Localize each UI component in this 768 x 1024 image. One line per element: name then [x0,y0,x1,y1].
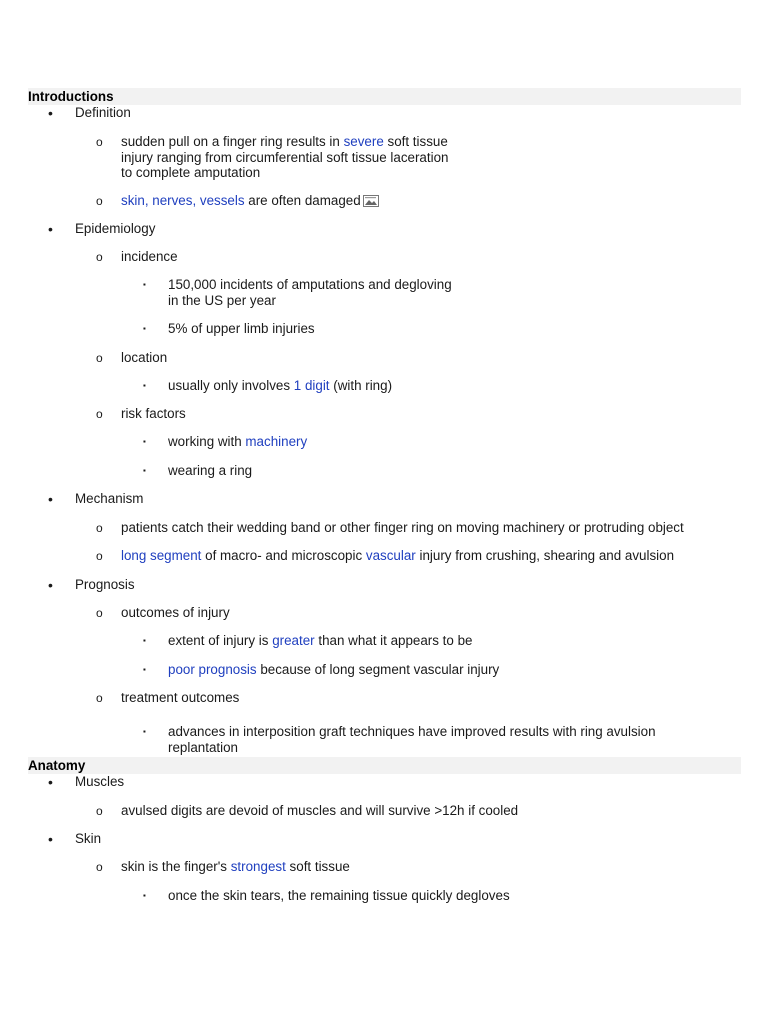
link-vascular[interactable]: vascular [365,548,416,563]
muscles-item-1: avulsed digits are devoid of muscles and will survive >12h if cooled [121,803,519,818]
text: skin is the finger's [121,859,231,874]
list-item-muscles: Muscles [75,774,125,789]
square-bullet-marker: ▪ [143,891,146,900]
square-bullet-marker: ▪ [143,636,146,645]
text: sudden pull on a finger ring results in [121,134,344,149]
sub-bullet-marker: o [96,804,103,818]
text: (with ring) [329,378,393,393]
epidemiology-risk-factors: risk factors [121,406,186,421]
text: because of long segment vascular injury [256,662,500,677]
sub-bullet-marker: o [96,691,103,705]
text: soft tissue [285,859,350,874]
incidence-item-1-line-2: in the US per year [168,293,276,308]
prognosis-treatment-outcomes: treatment outcomes [121,690,240,705]
definition-item-1-line-2: injury ranging from circumferential soft tissue laceration [121,150,449,165]
treatment-item-1-line-2: replantation [168,740,238,755]
mechanism-item-2 [121,548,674,564]
bullet-marker: • [48,577,53,593]
incidence-item-2: 5% of upper limb injuries [168,321,315,336]
sub-bullet-marker: o [96,407,103,421]
bullet-marker: • [48,774,53,790]
square-bullet-marker: ▪ [143,665,146,674]
section-heading-introductions: Introductions [28,88,741,105]
link-poor-prognosis[interactable]: poor prognosis [168,662,257,677]
link-long-segment[interactable]: long segment [121,548,202,563]
bullet-marker: • [48,831,53,847]
bullet-marker: • [48,221,53,237]
sub-bullet-marker: o [96,194,103,208]
list-item-mechanism: Mechanism [75,491,144,506]
treatment-item-1: advances in interposition graft techniques have improved results with ring avulsion [168,724,656,739]
sub-bullet-marker: o [96,135,103,149]
sub-bullet-marker: o [96,606,103,620]
location-item-1 [168,378,392,394]
text: usually only involves [168,378,294,393]
skin-item-1 [121,859,350,875]
list-item-prognosis: Prognosis [75,577,135,592]
square-bullet-marker: ▪ [143,466,146,475]
text: of macro- and microscopic [201,548,366,563]
sub-bullet-marker: o [96,351,103,365]
definition-item-1 [121,134,448,150]
mechanism-item-1: patients catch their wedding band or other finger ring on moving machinery or protruding object [121,520,684,535]
text: extent of injury is [168,633,273,648]
link-skin-nerves-vessels[interactable]: skin, nerves, vessels [121,193,245,208]
sub-bullet-marker: o [96,521,103,535]
bullet-marker: • [48,491,53,507]
link-1-digit[interactable]: 1 digit [293,378,330,393]
square-bullet-marker: ▪ [143,727,146,736]
list-item-definition: Definition [75,105,131,120]
text: soft tissue [383,134,448,149]
definition-item-2 [121,193,379,211]
outcomes-item-1 [168,633,472,649]
link-machinery[interactable]: machinery [245,434,308,449]
list-item-skin: Skin [75,831,102,846]
text: working with [168,434,246,449]
outcomes-item-2 [168,662,499,678]
text: injury from crushing, shearing and avulsion [415,548,675,563]
sub-bullet-marker: o [96,250,103,264]
bullet-marker: • [48,105,53,121]
prognosis-outcomes: outcomes of injury [121,605,230,620]
list-item-epidemiology: Epidemiology [75,221,156,236]
skin-sub-item-1: once the skin tears, the remaining tissue quickly degloves [168,888,510,903]
link-severe[interactable]: severe [343,134,384,149]
text: are often damaged [244,193,361,208]
incidence-item-1: 150,000 incidents of amputations and degloving [168,277,452,292]
square-bullet-marker: ▪ [143,324,146,333]
text: than what it appears to be [314,633,473,648]
epidemiology-incidence: incidence [121,249,178,264]
section-heading-anatomy: Anatomy [28,757,741,774]
square-bullet-marker: ▪ [143,437,146,446]
square-bullet-marker: ▪ [143,381,146,390]
square-bullet-marker: ▪ [143,280,146,289]
link-greater[interactable]: greater [272,633,315,648]
link-strongest[interactable]: strongest [230,859,286,874]
risk-factors-item-2: wearing a ring [168,463,253,478]
image-icon[interactable] [363,195,379,211]
sub-bullet-marker: o [96,860,103,874]
definition-item-1-line-3: to complete amputation [121,165,261,180]
epidemiology-location: location [121,350,168,365]
risk-factors-item-1 [168,434,307,450]
sub-bullet-marker: o [96,549,103,563]
